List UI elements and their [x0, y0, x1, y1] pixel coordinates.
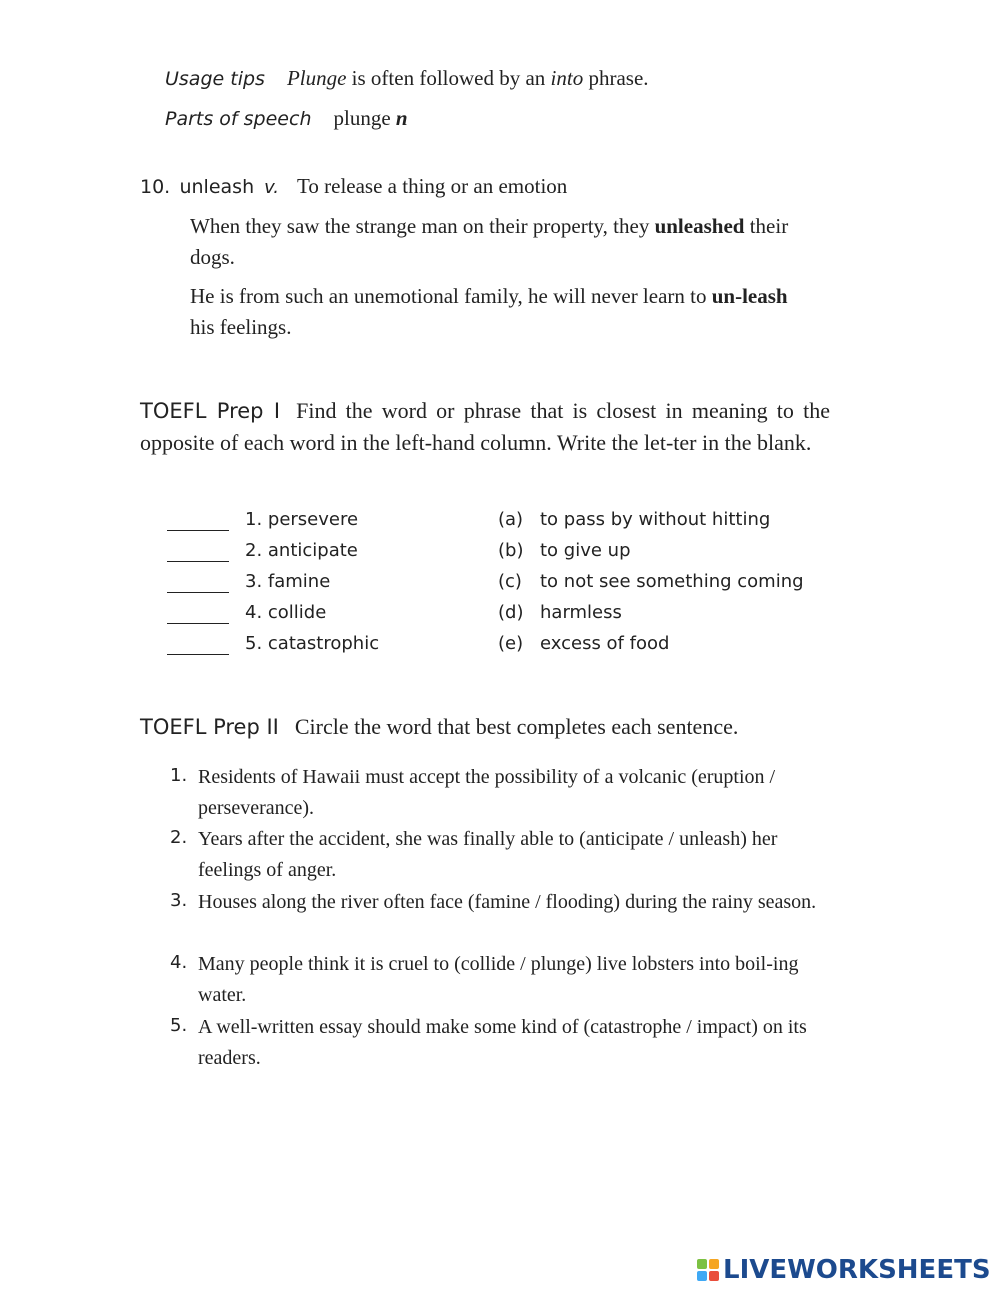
match-letter: (c)	[498, 571, 522, 592]
logo-square-red	[709, 1271, 719, 1281]
match-letter: (b)	[498, 540, 524, 561]
match-definition: to give up	[540, 540, 631, 561]
sentence-number: 5.	[170, 1015, 188, 1036]
sentence-number: 3.	[170, 890, 188, 911]
entry-10-heading	[140, 174, 567, 199]
usage-tips-term: Plunge	[286, 66, 347, 90]
logo-icon	[697, 1259, 719, 1281]
parts-of-speech-word: plunge	[333, 106, 391, 130]
answer-blank[interactable]	[167, 654, 229, 655]
usage-tips-line	[165, 66, 649, 91]
logo-square-green	[697, 1259, 707, 1269]
toefl-prep-1-title: TOEFL Prep I	[140, 399, 281, 423]
entry-example-1	[190, 211, 810, 273]
logo-text: LIVEWORKSHEETS	[723, 1255, 991, 1285]
match-word: 2. anticipate	[245, 540, 358, 561]
toefl-prep-1-instructions: Find the word or phrase that is closest in meaning to the opposite of each word in the left-hand column. Write the let-ter in the blank.	[140, 398, 830, 455]
match-definition: to not see something coming	[540, 571, 804, 592]
match-word: 4. collide	[245, 602, 327, 623]
entry-part-of-speech: v.	[264, 177, 280, 198]
parts-of-speech-label: Parts of speech	[165, 108, 312, 130]
sentence-text[interactable]: Residents of Hawaii must accept the possibility of a volcanic (eruption / perseverance).	[198, 766, 776, 819]
entry-word: unleash	[179, 176, 255, 198]
logo-square-orange	[709, 1259, 719, 1269]
example-1-text-start: When they saw the strange man on their property, they	[190, 214, 655, 238]
answer-blank[interactable]	[167, 561, 229, 562]
example-2-text-start: He is from such an unemotional family, he will never learn to	[190, 284, 712, 308]
entry-example-2	[190, 281, 810, 343]
toefl-prep-2-title: TOEFL Prep II	[140, 715, 279, 739]
sentence-number: 2.	[170, 827, 188, 848]
toefl-prep-2-section	[140, 714, 738, 740]
example-2-text-end: his feelings.	[190, 315, 292, 339]
match-word: 3. famine	[245, 571, 331, 592]
sentence-text[interactable]: Many people think it is cruel to (collide / plunge) live lobsters into boil-ing water.	[198, 953, 799, 1006]
liveworksheets-logo	[697, 1255, 991, 1285]
parts-of-speech-line	[165, 106, 408, 131]
entry-number: 10.	[140, 176, 171, 198]
match-definition: excess of food	[540, 633, 670, 654]
toefl-prep-1-section	[140, 395, 830, 458]
answer-blank[interactable]	[167, 530, 229, 531]
match-word: 5. catastrophic	[245, 633, 380, 654]
answer-blank[interactable]	[167, 623, 229, 624]
match-letter: (a)	[498, 509, 524, 530]
answer-blank[interactable]	[167, 592, 229, 593]
example-1-text-end: their dogs.	[190, 214, 789, 269]
usage-tips-term2: into	[550, 66, 584, 90]
sentence-text[interactable]: Houses along the river often face (famine / flooding) during the rainy season.	[198, 891, 817, 913]
parts-of-speech-pos: n	[395, 106, 408, 130]
match-letter: (d)	[498, 602, 524, 623]
example-1-keyword: unleashed	[654, 214, 745, 238]
usage-tips-text-mid: is often followed by an	[346, 66, 551, 90]
sentence-number: 4.	[170, 952, 188, 973]
match-word: 1. persevere	[245, 509, 359, 530]
match-definition: to pass by without hitting	[540, 509, 771, 530]
logo-square-blue	[697, 1271, 707, 1281]
match-letter: (e)	[498, 633, 524, 654]
sentence-text[interactable]: Years after the accident, she was finally able to (anticipate / unleash) her feelings of anger.	[198, 828, 778, 881]
usage-tips-text-end: phrase.	[583, 66, 649, 90]
entry-definition: To release a thing or an emotion	[297, 174, 568, 198]
example-2-keyword: un-leash	[711, 284, 788, 308]
sentence-number: 1.	[170, 765, 188, 786]
match-definition: harmless	[540, 602, 622, 623]
usage-tips-label: Usage tips	[165, 68, 265, 90]
sentence-text[interactable]: A well-written essay should make some kind of (catastrophe / impact) on its readers.	[198, 1016, 807, 1069]
toefl-prep-2-instructions: Circle the word that best completes each sentence.	[294, 714, 739, 739]
